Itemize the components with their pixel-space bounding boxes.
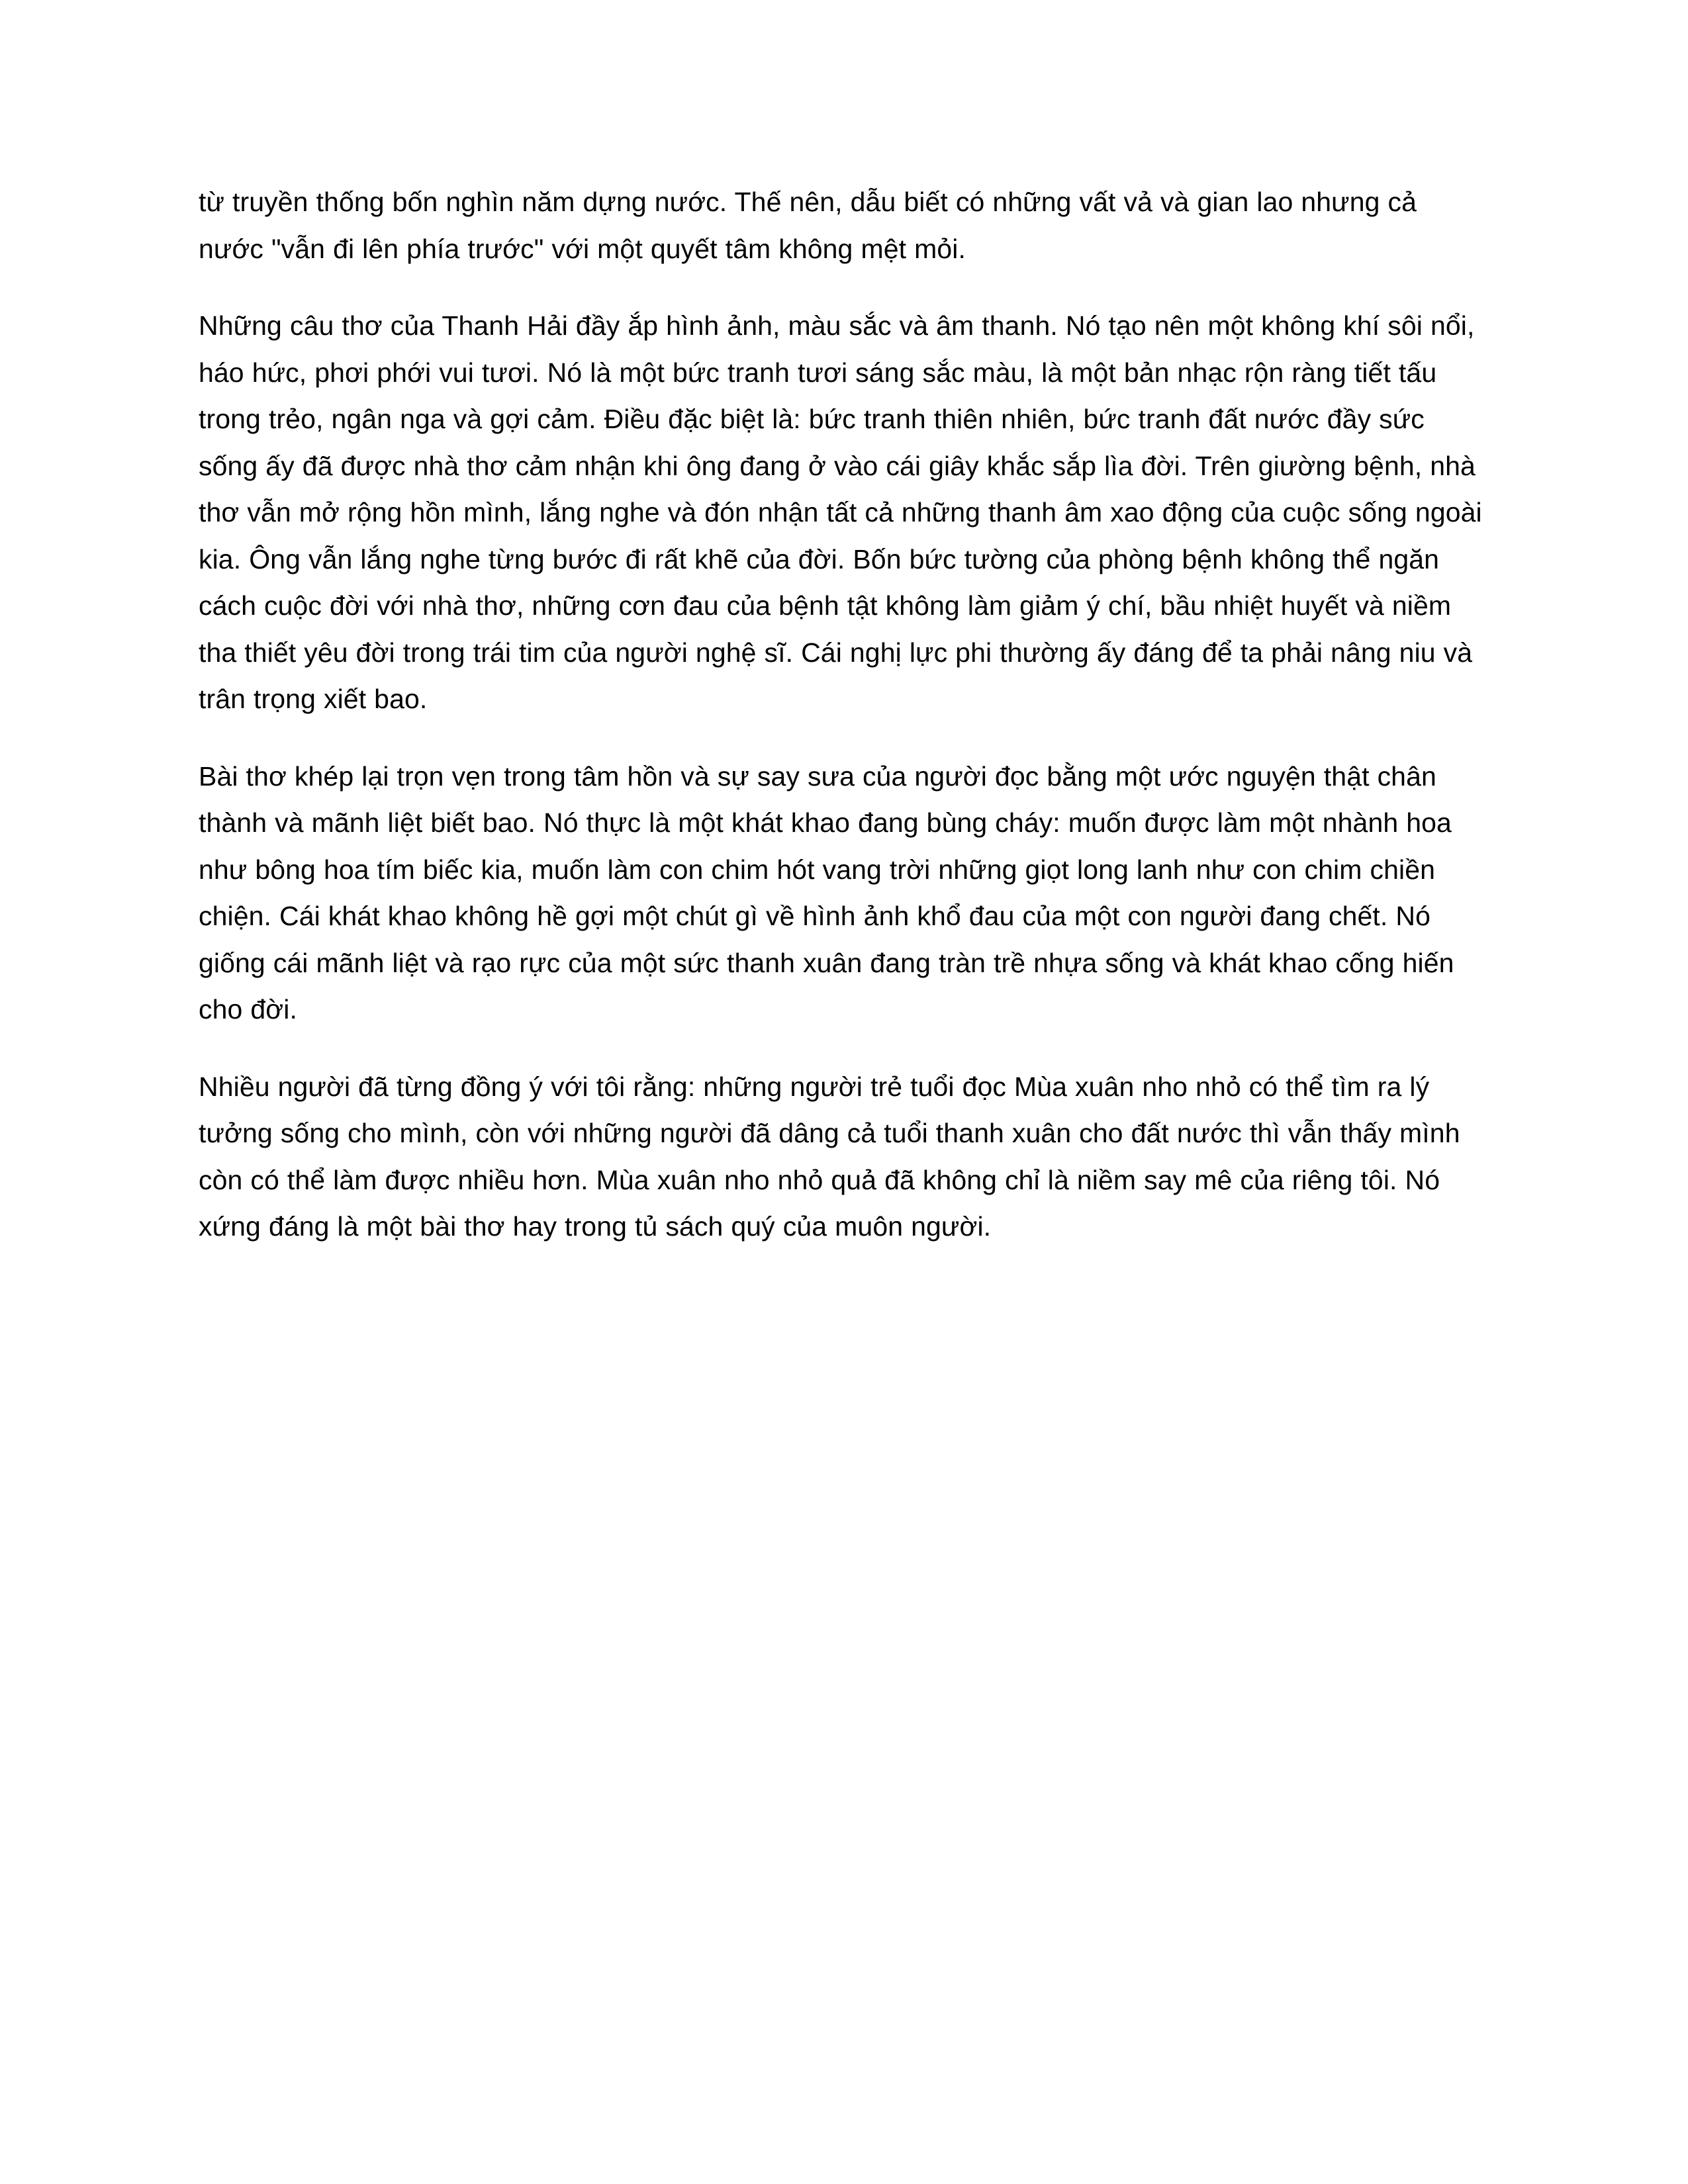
paragraph: Những câu thơ của Thanh Hải đầy ắp hình ảnh, màu sắc và âm thanh. Nó tạo nên một không khí sôi nổi, háo hức, phơi phới vui tươi. Nó là một bức tranh tươi sáng sắc màu, là một bản nhạc rộn ràng tiết tấu trong trẻo, ngân nga và gợi cảm. Điều đặc biệt là: bức tranh thiên nhiên, bức tranh đất nước đầy sức sống ấy đã được nhà thơ cảm nhận khi ông đang ở vào cái giây khắc sắp lìa đời. Trên giường bệnh, nhà thơ vẫn mở rộng hồn mình, lắng nghe và đón nhận tất cả những thanh âm xao động của cuộc sống ngoài kia. Ông vẫn lắng nghe từng bước đi rất khẽ của đời. Bốn bức tường của phòng bệnh không thể ngăn cách cuộc đời với nhà thơ, những cơn đau của bệnh tật không làm giảm ý chí, bầu nhiệt huyết và niềm tha thiết yêu đời trong trái tim của người nghệ sĩ. Cái nghị lực phi thường ấy đáng để ta phải nâng niu và trân trọng xiết bao. — [199, 310, 1482, 715]
document-body — [199, 179, 1489, 1250]
paragraph: từ truyền thống bốn nghìn năm dựng nước. Thế nên, dẫu biết có những vất vả và gian lao nhưng cả nước "vẫn đi lên phía trước" với một quyết tâm không mệt mỏi. — [199, 187, 1417, 264]
paragraph: Nhiều người đã từng đồng ý với tôi rằng: những người trẻ tuổi đọc Mùa xuân nho nhỏ có thể tìm ra lý tưởng sống cho mình, còn với những người đã dâng cả tuổi thanh xuân cho đất nước thì vẫn thấy mình còn có thể làm được nhiều hơn. Mùa xuân nho nhỏ quả đã không chỉ là niềm say mê của riêng tôi. Nó xứng đáng là một bài thơ hay trong tủ sách quý của muôn người. — [199, 1071, 1460, 1242]
paragraph: Bài thơ khép lại trọn vẹn trong tâm hồn và sự say sưa của người đọc bằng một ước nguyện thật chân thành và mãnh liệt biết bao. Nó thực là một khát khao đang bùng cháy: muốn được làm một nhành hoa như bông hoa tím biếc kia, muốn làm con chim hót vang trời những giọt long lanh như con chim chiền chiện. Cái khát khao không hề gợi một chút gì về hình ảnh khổ đau của một con người đang chết. Nó giống cái mãnh liệt và rạo rực của một sức thanh xuân đang tràn trề nhựa sống và khát khao cống hiến cho đời. — [199, 760, 1454, 1025]
